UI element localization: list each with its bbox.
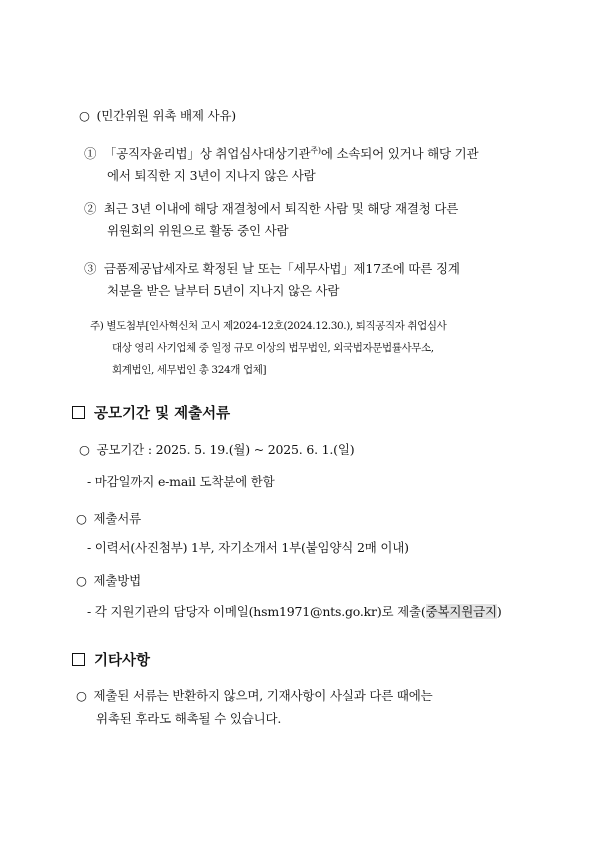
method-label: ○ 제출방법 bbox=[76, 573, 142, 588]
exclusion-item-1-line-2: 에서 퇴직한 지 3년이 지나지 않은 사람 bbox=[107, 168, 316, 183]
footnote-line-3: 회계법인, 세무법인 총 324개 업체] bbox=[112, 364, 267, 376]
footnote-line-2: 대상 영리 사기업체 중 일정 규모 이상의 법무법인, 외국법자문법률사무소, bbox=[112, 342, 434, 354]
circle-bullet-icon: ○ bbox=[79, 442, 90, 457]
exclusion-item-3-line-2: 처분을 받은 날부터 5년이 지나지 않은 사람 bbox=[107, 283, 340, 298]
exclusion-item-1-line-1: ① 「공직자윤리법」상 취업심사대상기관$^{주)}$에 소속되어 있거나 해당 기관 bbox=[84, 145, 479, 161]
docs-label: ○ 제출서류 bbox=[76, 511, 142, 526]
item-marker: ③ bbox=[84, 261, 97, 276]
footnote-ref: 주) bbox=[310, 145, 321, 155]
highlighted-text: 중복지원금지 bbox=[425, 604, 497, 619]
method-note: - 각 지원기관의 담당자 이메일(hsm1971@nts.go.kr)로 제출(중복지원금지) bbox=[87, 604, 502, 619]
period-note: - 마감일까지 e-mail 도착분에 한함 bbox=[87, 474, 275, 489]
other-line-1: ○ 제출된 서류는 반환하지 않으며, 기재사항이 사실과 다른 때에는 bbox=[76, 688, 433, 703]
item-marker: ① bbox=[84, 146, 97, 161]
exclusion-heading: ○ (민간위원 위촉 배제 사유) bbox=[79, 108, 236, 123]
circle-bullet-icon: ○ bbox=[76, 573, 87, 588]
circle-bullet-icon: ○ bbox=[76, 688, 87, 703]
checkbox-square-icon bbox=[72, 653, 85, 666]
exclusion-item-2-line-1: ② 최근 3년 이내에 해당 재결청에서 퇴직한 사람 및 해당 재결청 다른 bbox=[84, 201, 459, 216]
checkbox-square-icon bbox=[72, 406, 85, 419]
circle-bullet-icon: ○ bbox=[79, 108, 90, 123]
other-line-2: 위촉된 후라도 해촉될 수 있습니다. bbox=[96, 711, 282, 726]
item-marker: ② bbox=[84, 201, 97, 216]
exclusion-item-2-line-2: 위원회의 위원으로 활동 중인 사람 bbox=[107, 223, 289, 238]
section-title-other: 기타사항 bbox=[72, 653, 150, 669]
section-title-application: 공모기간 및 제출서류 bbox=[72, 406, 230, 422]
period-label: ○ 공모기간 : 2025. 5. 19.(월) ~ 2025. 6. 1.(일) bbox=[79, 442, 355, 457]
exclusion-item-3-line-1: ③ 금품제공납세자로 확정된 날 또는「세무사법」제17조에 따른 징계 bbox=[84, 261, 460, 276]
circle-bullet-icon: ○ bbox=[76, 511, 87, 526]
docs-note: - 이력서(사진첨부) 1부, 자기소개서 1부(붙임양식 2매 이내) bbox=[87, 540, 409, 555]
footnote-line-1: 주) 별도첨부[인사혁신처 고시 제2024-12호(2024.12.30.), 퇴직공직자 취업심사 bbox=[90, 320, 447, 332]
